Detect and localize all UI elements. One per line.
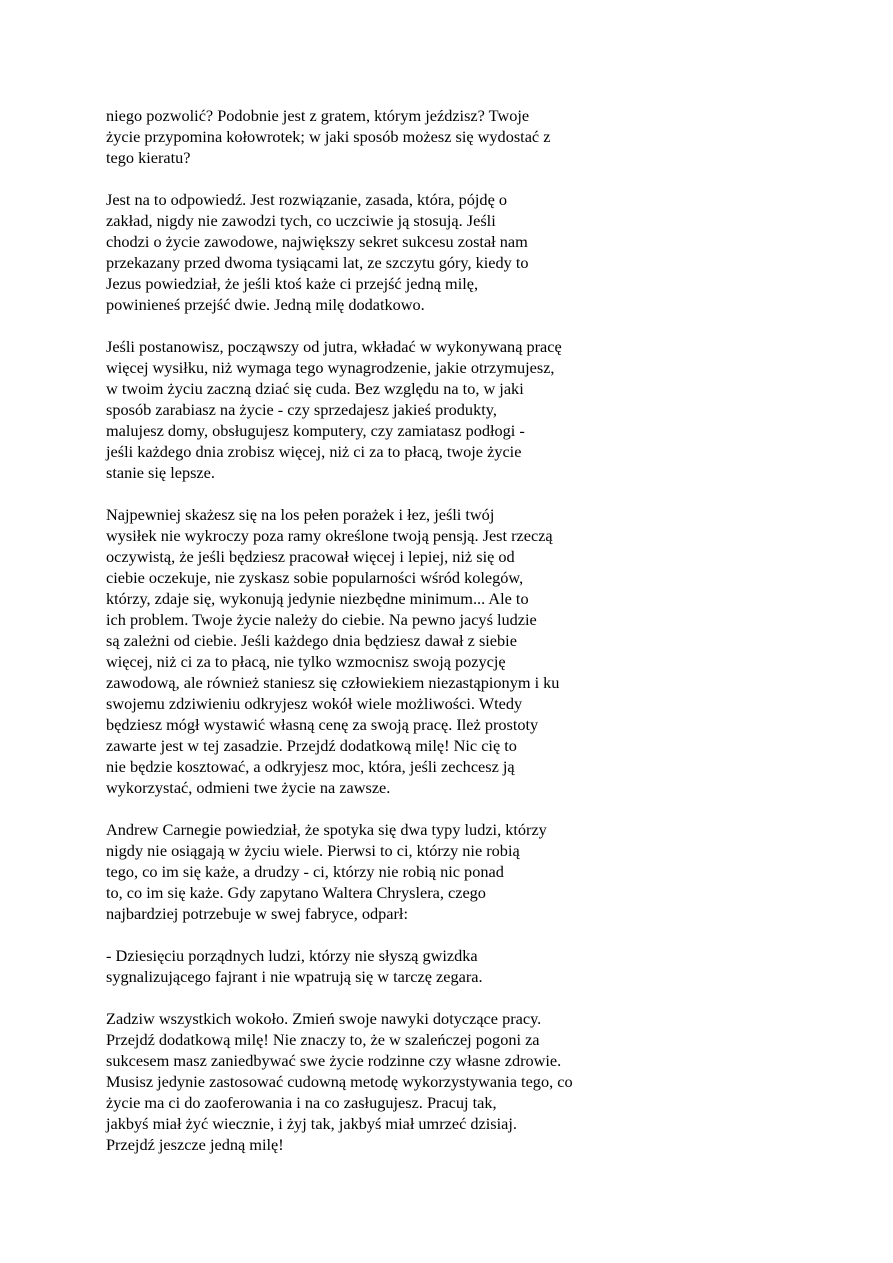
text-line: będziesz mógł wystawić własną cenę za swoją pracę. Ileż prostoty [106,715,539,734]
paragraph-5 [106,819,646,924]
text-line: powinieneś przejść dwie. Jedną milę dodatkowo. [106,295,425,314]
text-line: którzy, zdaje się, wykonują jedynie niezbędne minimum... Ale to [106,589,529,608]
text-line: niego pozwolić? Podobnie jest z gratem, którym jeździsz? Twoje [106,106,530,125]
text-line: życie ma ci do zaoferowania i na co zasługujesz. Pracuj tak, [106,1093,497,1112]
text-line: tego, co im się każe, a drudzy - ci, którzy nie robią nic ponad [106,862,504,881]
text-line: Jest na to odpowiedź. Jest rozwiązanie, zasada, która, pójdę o [106,190,508,209]
text-line: nigdy nie osiągają w życiu wiele. Pierwsi to ci, którzy nie robią [106,841,520,860]
document-page [106,105,646,1176]
text-line: wysiłek nie wykroczy poza ramy określone twoją pensją. Jest rzeczą [106,526,553,545]
text-line: tego kieratu? [106,148,191,167]
text-line: Zadziw wszystkich wokoło. Zmień swoje nawyki dotyczące pracy. [106,1009,542,1028]
text-line: to, co im się każe. Gdy zapytano Waltera Chryslera, czego [106,883,486,902]
text-line: Musisz jedynie zastosować cudowną metodę wykorzystywania tego, co [106,1072,573,1091]
text-line: życie przypomina kołowrotek; w jaki sposób możesz się wydostać z [106,127,551,146]
text-line: swojemu zdziwieniu odkryjesz wokół wiele możliwości. Wtedy [106,694,523,713]
paragraph-6 [106,945,646,987]
text-line: więcej wysiłku, niż wymaga tego wynagrodzenie, jakie otrzymujesz, [106,358,555,377]
text-line: więcej, niż ci za to płacą, nie tylko wzmocnisz swoją pozycję [106,652,506,671]
text-line: Przejdź dodatkową milę! Nie znaczy to, że w szaleńczej pogoni za [106,1030,540,1049]
text-line: zawodową, ale również staniesz się człowiekiem niezastąpionym i ku [106,673,560,692]
text-line: zawarte jest w tej zasadzie. Przejdź dodatkową milę! Nic cię to [106,736,517,755]
text-line: sukcesem masz zaniedbywać swe życie rodzinne czy własne zdrowie. [106,1051,562,1070]
text-line: ich problem. Twoje życie należy do ciebie. Na pewno jacyś ludzie [106,610,537,629]
paragraph-1 [106,105,646,168]
text-line: chodzi o życie zawodowe, największy sekret sukcesu został nam [106,232,528,251]
text-line: Przejdź jeszcze jedną milę! [106,1135,284,1154]
paragraph-7 [106,1008,646,1155]
paragraph-4 [106,504,646,798]
text-line: jakbyś miał żyć wiecznie, i żyj tak, jakbyś miał umrzeć dzisiaj. [106,1114,517,1133]
text-line: malujesz domy, obsługujesz komputery, czy zamiatasz podłogi - [106,421,525,440]
text-line: zakład, nigdy nie zawodzi tych, co uczciwie ją stosują. Jeśli [106,211,496,230]
text-line: - Dziesięciu porządnych ludzi, którzy nie słyszą gwizdka [106,946,478,965]
text-line: jeśli każdego dnia zrobisz więcej, niż ci za to płacą, twoje życie [106,442,522,461]
text-line: Najpewniej skażesz się na los pełen porażek i łez, jeśli twój [106,505,495,524]
paragraph-2 [106,189,646,315]
text-line: przekazany przed dwoma tysiącami lat, ze szczytu góry, kiedy to [106,253,529,272]
text-line: Jezus powiedział, że jeśli ktoś każe ci przejść jedną milę, [106,274,479,293]
text-line: ciebie oczekuje, nie zyskasz sobie popularności wśród kolegów, [106,568,524,587]
text-line: stanie się lepsze. [106,463,215,482]
text-line: Andrew Carnegie powiedział, że spotyka się dwa typy ludzi, którzy [106,820,547,839]
text-line: wykorzystać, odmieni twe życie na zawsze. [106,778,391,797]
text-line: nie będzie kosztować, a odkryjesz moc, która, jeśli zechcesz ją [106,757,515,776]
text-line: najbardziej potrzebuje w swej fabryce, odparł: [106,904,408,923]
text-line: w twoim życiu zaczną dziać się cuda. Bez względu na to, w jaki [106,379,524,398]
text-line: sygnalizującego fajrant i nie wpatrują się w tarczę zegara. [106,967,483,986]
text-line: są zależni od ciebie. Jeśli każdego dnia będziesz dawał z siebie [106,631,517,650]
text-line: oczywistą, że jeśli będziesz pracował więcej i lepiej, niż się od [106,547,515,566]
text-line: Jeśli postanowisz, począwszy od jutra, wkładać w wykonywaną pracę [106,337,562,356]
paragraph-3 [106,336,646,483]
text-line: sposób zarabiasz na życie - czy sprzedajesz jakieś produkty, [106,400,497,419]
